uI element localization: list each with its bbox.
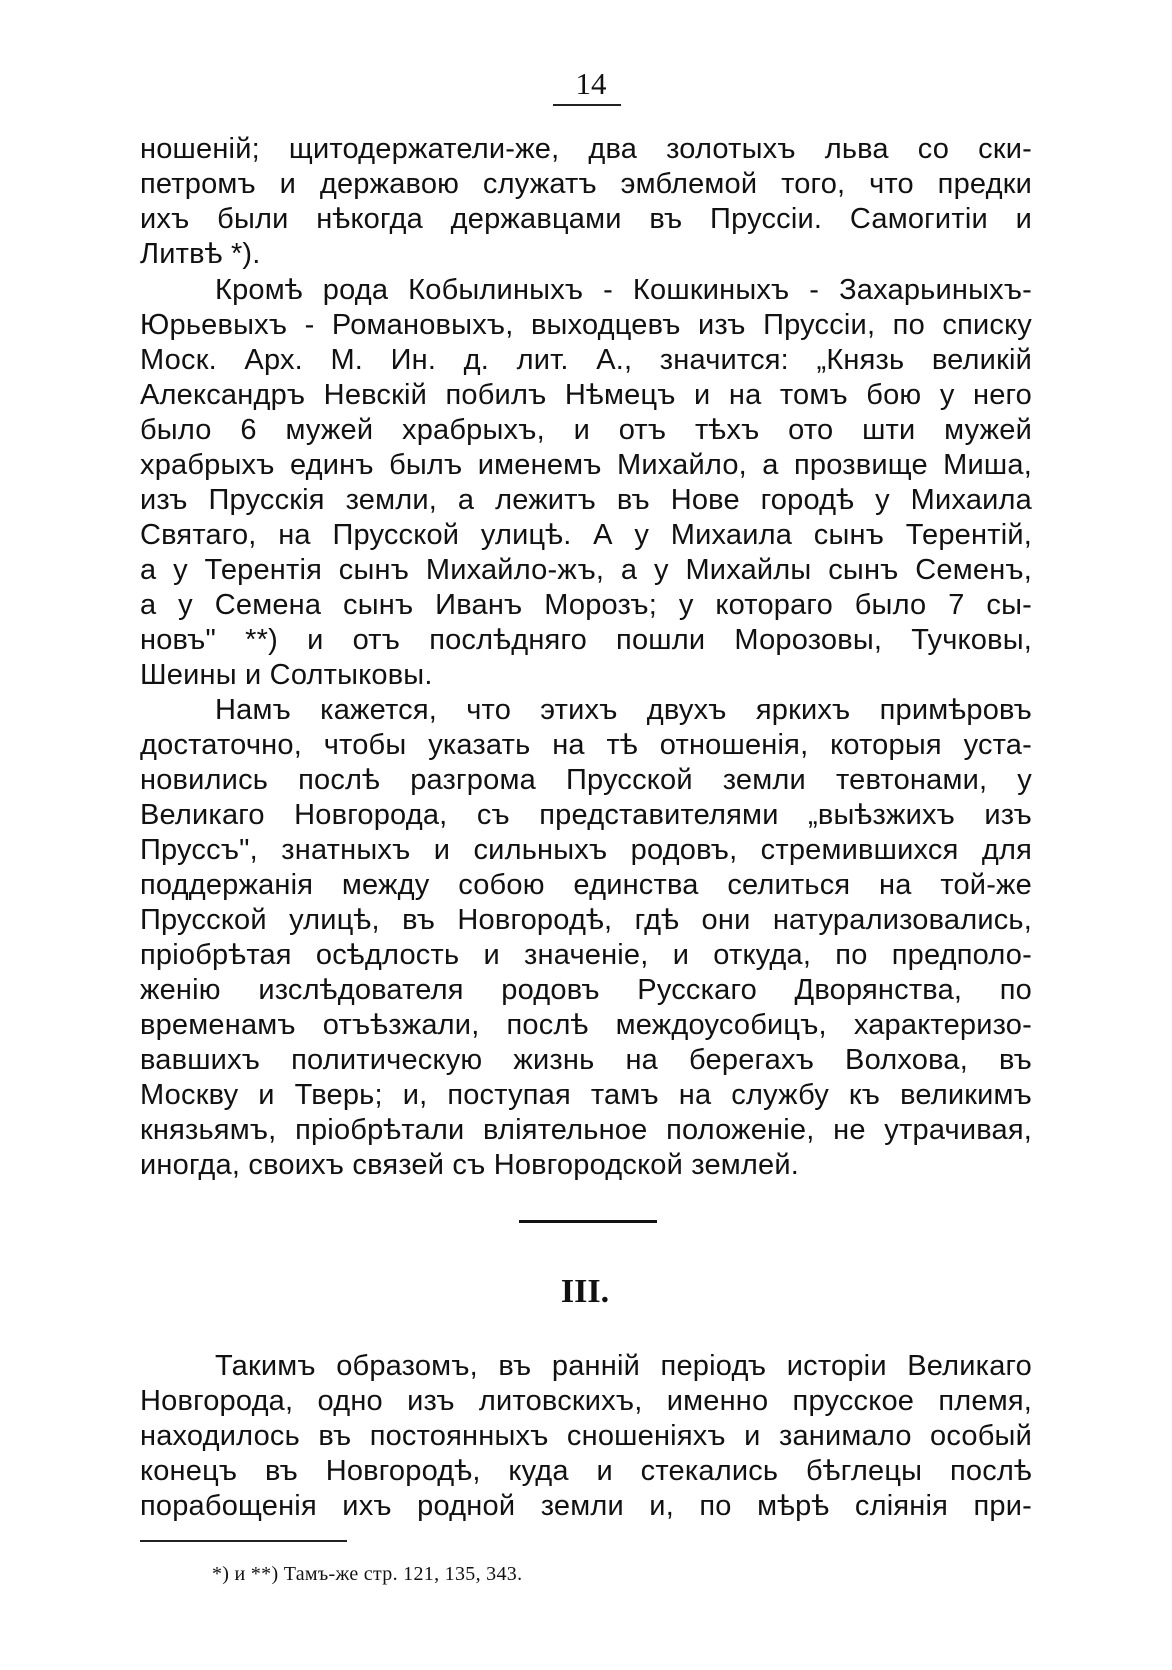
- text-line: Пруссъ", знатныхъ и сильныхъ родовъ, стремившихся для: [140, 834, 1032, 866]
- text-line: Новгорода, одно изъ литовскихъ, именно прусское племя,: [140, 1385, 1032, 1417]
- text-line: Такимъ образомъ, въ раннiй перiодъ исторiи Великаго: [215, 1350, 1032, 1382]
- section-divider: [519, 1220, 657, 1223]
- text-line: Литвѣ *).: [140, 238, 261, 270]
- text-line: женiю изслѣдователя родовъ Русскаго Дворянства, по: [140, 974, 1032, 1006]
- text-line: Великаго Новгорода, съ представителями „выѣзжихъ изъ: [140, 799, 1032, 831]
- text-line: находилось въ постоянныхъ сношенiяхъ и занимало особый: [140, 1420, 1032, 1452]
- text-line: а у Терентiя сынъ Михайло-жъ, а у Михайлы сынъ Семенъ,: [140, 554, 1032, 586]
- text-line: петромъ и державою служатъ эмблемой того, что предки: [140, 168, 1032, 200]
- text-line: Моск. Арх. М. Ин. д. лит. А., значится: „Князь великiй: [140, 344, 1032, 376]
- text-line: Кромѣ рода Кобылиныхъ - Кошкиныхъ - Захарьиныхъ-: [215, 274, 1032, 306]
- text-line: новились послѣ разгрома Прусской земли тевтонами, у: [140, 764, 1032, 796]
- text-line: временамъ отъѣзжали, послѣ междоусобицъ, характеризо-: [140, 1009, 1032, 1041]
- page-number: 14: [575, 66, 607, 101]
- text-line: вавшихъ политическую жизнь на берегахъ Волхова, въ: [140, 1044, 1032, 1076]
- text-line: Прусской улицѣ, въ Новгородѣ, гдѣ они натурализовались,: [140, 904, 1032, 936]
- text-line: Юрьевыхъ - Романовыхъ, выходцевъ изъ Пруссiи, по списку: [140, 309, 1032, 341]
- text-line: новъ" **) и отъ послѣдняго пошли Морозовы, Тучковы,: [140, 624, 1032, 656]
- text-line: Намъ кажется, что этихъ двухъ яркихъ примѣровъ: [215, 694, 1032, 726]
- page-number-rule: [553, 104, 621, 106]
- text-line: конецъ въ Новгородѣ, куда и стекались бѣглецы послѣ: [140, 1455, 1032, 1487]
- text-line: прiобрѣтая осѣдлость и значенiе, и откуда, по предполо-: [140, 939, 1032, 971]
- text-line: князьямъ, прiобрѣтали влiятельное положенiе, не утрачивая,: [140, 1114, 1032, 1146]
- text-line: а у Семена сынъ Иванъ Морозъ; у котораго было 7 сы-: [140, 589, 1032, 621]
- text-line: достаточно, чтобы указать на тѣ отношенiя, которыя уста-: [140, 729, 1032, 761]
- text-line: Святаго, на Прусской улицѣ. А у Михаила сынъ Терентiй,: [140, 519, 1032, 551]
- text-line: было 6 мужей храбрыхъ, и отъ тѣхъ ото шти мужей: [140, 414, 1032, 446]
- text-line: изъ Прусскiя земли, а лежитъ въ Нове городѣ у Михаила: [140, 484, 1032, 516]
- text-line: поддержанiя между собою единства селиться на той-же: [140, 869, 1032, 901]
- section-heading: III.: [560, 1273, 610, 1310]
- footnote: *) и **) Тамъ-же стр. 121, 135, 343.: [212, 1563, 523, 1585]
- text-line: Москву и Тверь; и, поступая тамъ на службу къ великимъ: [140, 1079, 1032, 1111]
- text-line: храбрыхъ единъ былъ именемъ Михайло, а прозвище Миша,: [140, 449, 1032, 481]
- text-line: иногда, своихъ связей съ Новгородской землей.: [140, 1149, 800, 1181]
- text-line: Александръ Невскiй побилъ Нѣмецъ и на томъ бою у него: [140, 379, 1032, 411]
- text-line: Шеины и Солтыковы.: [140, 659, 433, 691]
- text-line: ношенiй; щитодержатели-же, два золотыхъ льва со ски-: [140, 133, 1032, 165]
- footnote-divider: [140, 1540, 347, 1542]
- text-line: ихъ были нѣкогда державцами въ Пруссiи. Самогитiи и: [140, 203, 1032, 235]
- text-line: порабощенiя ихъ родной земли и, по мѣрѣ слiянiя при-: [140, 1490, 1032, 1522]
